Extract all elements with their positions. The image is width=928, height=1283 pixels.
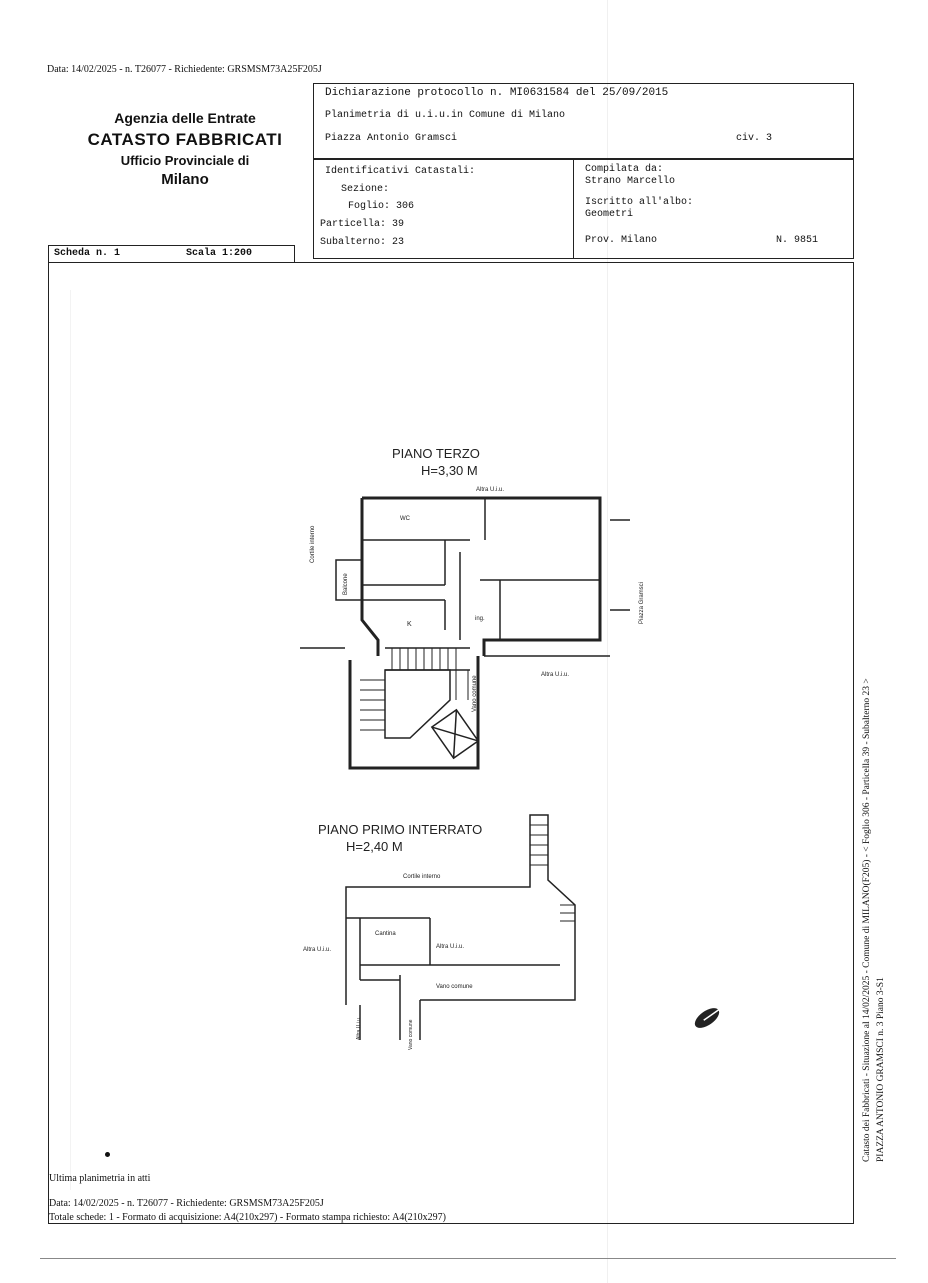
civic-number: civ. 3 xyxy=(736,133,773,144)
particella: Particella: 39 xyxy=(320,219,405,230)
label-altra-uiu-mid: Altra U.i.u. xyxy=(436,944,465,950)
iscritto-albo: Iscritto all'albo: xyxy=(585,197,694,208)
albo-number: N. 9851 xyxy=(776,235,819,246)
footer-data: Data: 14/02/2025 - n. T26077 - Richiedente: GRSMSM73A25F205J xyxy=(49,1198,324,1209)
piano-terzo-height: H=3,30 M xyxy=(421,463,478,478)
address: Piazza Antonio Gramsci xyxy=(325,133,458,144)
label-ing: ing. xyxy=(475,616,485,622)
label-balcone: Balcone xyxy=(343,573,349,595)
label-cantina: Cantina xyxy=(375,931,396,937)
side-address-text: PIAZZA ANTONIO GRAMSCI n. 3 Piano 3-S1 xyxy=(876,977,886,1162)
office-city: Milano xyxy=(161,171,209,188)
albo-name: Geometri xyxy=(585,209,634,220)
office-label: Ufficio Provinciale di xyxy=(120,153,250,168)
label-vano-comune-v: Vano comune xyxy=(472,675,478,712)
label-altra-uiu-top: Altra U.i.u. xyxy=(476,487,505,493)
label-altra-uiu-right: Altra U.i.u. xyxy=(541,672,570,678)
piano-interrato-height: H=2,40 M xyxy=(346,839,403,854)
provincia: Prov. Milano xyxy=(585,235,658,246)
label-cortile-interno-v: Cortile interno xyxy=(310,525,316,563)
side-catasto-text: Catasto dei Fabbricati - Situazione al 14/02/2025 - Comune di MILANO(F205) - < Foglio 306 - Particella 39 - Subalterno 23 > xyxy=(862,678,872,1162)
foglio: Foglio: 306 xyxy=(348,201,415,212)
label-vano-comune-bottom-v: Vano comune xyxy=(408,1019,414,1050)
footer-totale: Totale schede: 1 - Formato di acquisizione: A4(210x297) - Formato stampa richiesto: A4(210x297) xyxy=(49,1212,446,1223)
agency-name: Agenzia delle Entrate xyxy=(114,110,256,126)
compilata-name: Strano Marcello xyxy=(585,176,676,187)
identificativi-title: Identificativi Catastali: xyxy=(325,166,476,177)
catasto-title: CATASTO FABBRICATI xyxy=(87,130,283,149)
protocol-declaration: Dichiarazione protocollo n. MI0631584 del 25/09/2015 xyxy=(325,87,669,99)
scheda-number: Scheda n. 1 xyxy=(54,248,121,259)
subalterno: Subalterno: 23 xyxy=(320,237,405,248)
sezione: Sezione: xyxy=(341,184,390,195)
bottom-rule xyxy=(40,1258,896,1259)
piano-interrato-title: PIANO PRIMO INTERRATO xyxy=(318,822,483,837)
label-piazza-gramsci: Piazza Gramsci xyxy=(639,581,645,624)
compilata-title: Compilata da: xyxy=(585,164,664,175)
label-altra-uiu-bottom-v: Altra U.i.u. xyxy=(356,1016,362,1040)
label-cortile-interno: Cortile interno xyxy=(403,874,441,880)
top-request-line: Data: 14/02/2025 - n. T26077 - Richiedente: GRSMSM73A25F205J xyxy=(47,64,322,75)
piano-terzo-title: PIANO TERZO xyxy=(392,446,480,461)
footer-ultima: Ultima planimetria in atti xyxy=(49,1173,151,1184)
compass-icon xyxy=(692,1001,728,1032)
label-altra-uiu-left: Altra U.i.u. xyxy=(303,947,332,953)
planimetria-line: Planimetria di u.i.u.in Comune di Milano xyxy=(325,110,566,121)
scheda-scale: Scala 1:200 xyxy=(186,248,253,259)
ink-dot xyxy=(105,1152,110,1157)
label-k: K xyxy=(407,621,412,628)
label-vano-comune: Vano comune xyxy=(436,984,473,990)
label-wc: WC xyxy=(400,516,410,522)
